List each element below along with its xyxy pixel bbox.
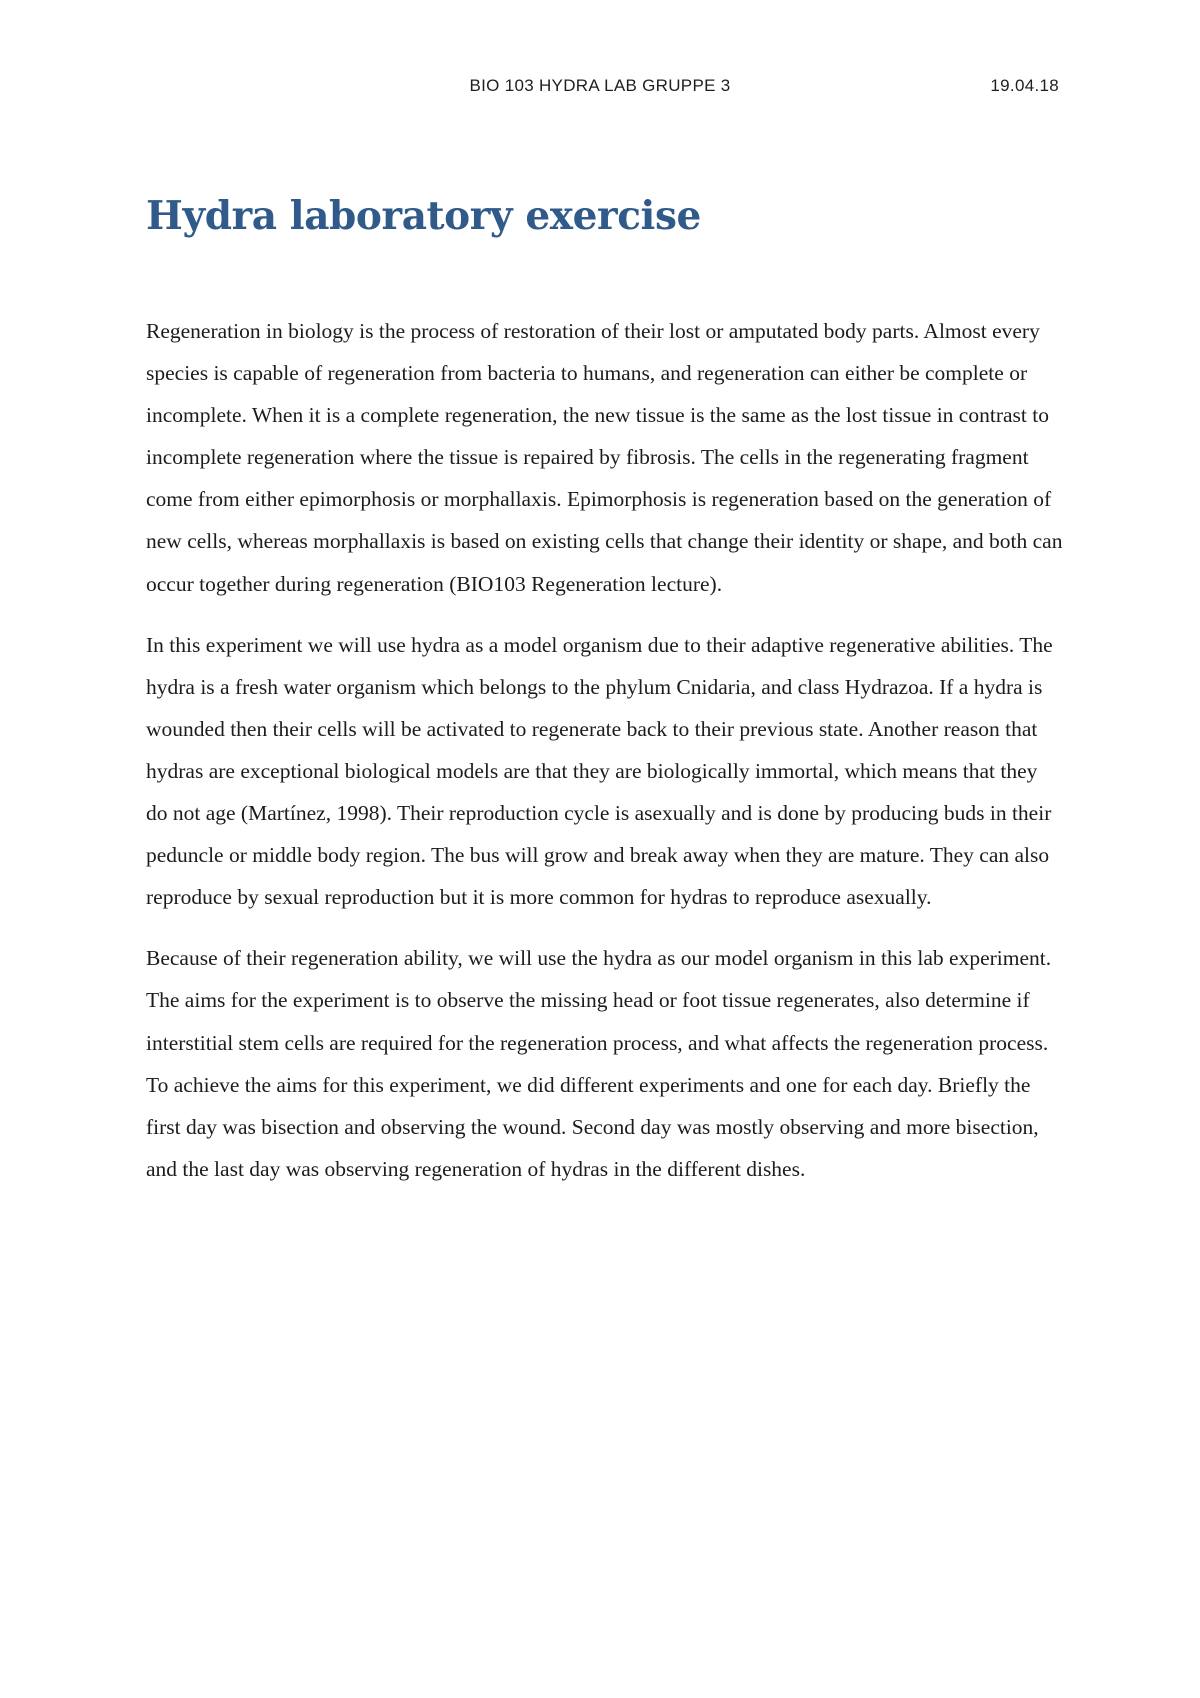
page-header-date: 19.04.18: [990, 76, 1059, 95]
document-body: [146, 310, 1064, 1209]
document-title: Hydra laboratory exercise: [146, 193, 701, 239]
paragraph-aims: Because of their regeneration ability, we will use the hydra as our model organism in this lab experiment. The aims for the experiment is to observe the missing head or foot tissue regenerates, also determine if interstitial stem cells are required for the regeneration process, and what affects the regeneration process. To achieve the aims for this experiment, we did different experiments and one for each day. Briefly the first day was bisection and observing the wound. Second day was mostly observing and more bisection, and the last day was observing regeneration of hydras in the different dishes.: [146, 946, 1052, 1181]
paragraph-model-organism: In this experiment we will use hydra as a model organism due to their adaptive regenerative abilities. The hydra is a fresh water organism which belongs to the phylum Cnidaria, and class Hydrazoa. If a hydra is wounded then their cells will be activated to regenerate back to their previous state. Another reason that hydras are exceptional biological models are that they are biologically immortal, which means that they do not age (Martínez, 1998). Their reproduction cycle is asexually and is done by producing buds in their peduncle or middle body region. The bus will grow and break away when they are mature. They can also reproduce by sexual reproduction but it is more common for hydras to reproduce asexually.: [146, 632, 1053, 910]
paragraph-introduction: Regeneration in biology is the process of restoration of their lost or amputated body parts. Almost every species is capable of regeneration from bacteria to humans, and regeneration can either be complete or incomplete. When it is a complete regeneration, the new tissue is the same as the lost tissue in contrast to incomplete regeneration where the tissue is repaired by fibrosis. The cells in the regenerating fragment come from either epimorphosis or morphallaxis. Epimorphosis is regeneration based on the generation of new cells, whereas morphallaxis is based on existing cells that change their identity or shape, and both can occur together during regeneration (BIO103 Regeneration lecture).: [146, 319, 1063, 596]
page-header-course-label: BIO 103 HYDRA LAB GRUPPE 3: [469, 76, 731, 95]
